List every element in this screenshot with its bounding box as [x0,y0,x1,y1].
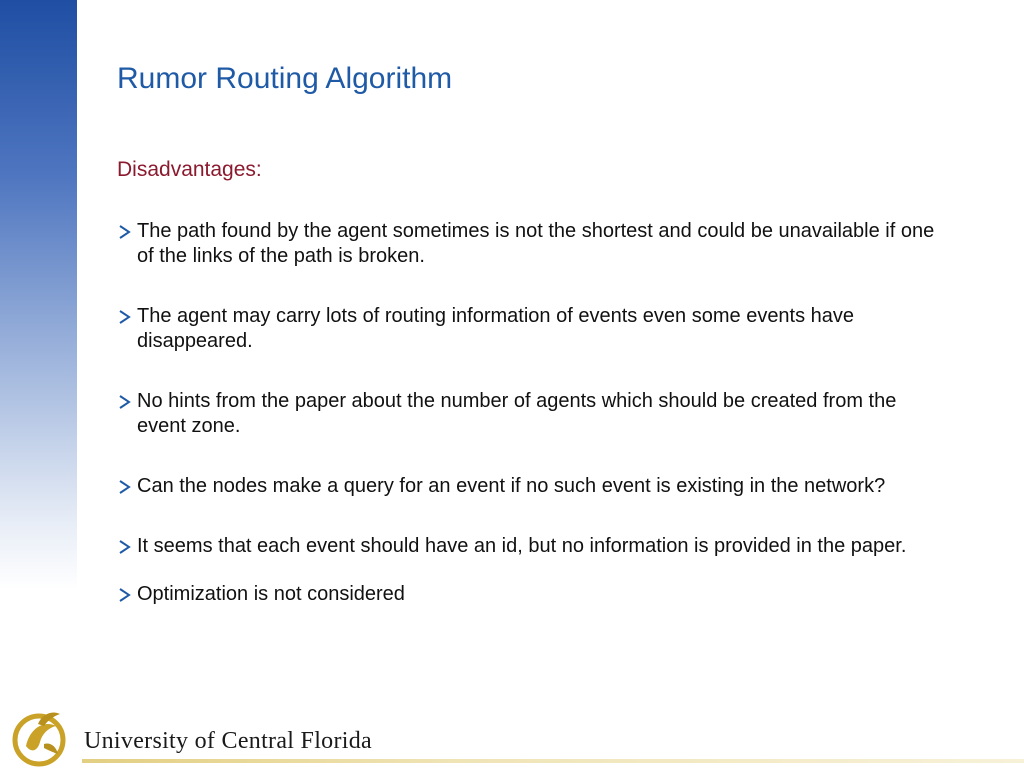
bullet-text: The path found by the agent sometimes is not the shortest and could be unavailable if one of the links of the path is broken. [137,220,935,267]
arrow-bullet-icon [117,587,133,603]
arrow-bullet-icon [117,309,133,325]
side-gradient-band [0,0,77,590]
bullet-item [117,219,947,269]
bullet-text: No hints from the paper about the number of agents which should be created from the event zone. [137,390,897,437]
bullet-item [117,474,947,499]
bullet-text: Optimization is not considered [137,583,405,605]
bullet-item [117,389,947,439]
arrow-bullet-icon [117,479,133,495]
university-name: University of Central Florida [84,728,372,754]
bullet-list [117,219,947,607]
footer-gold-rule [82,759,1024,763]
arrow-bullet-icon [117,394,133,410]
arrow-bullet-icon [117,224,133,240]
disadvantages-heading: Disadvantages: [117,158,262,181]
footer [0,704,1024,768]
bullet-item [117,534,947,559]
bullet-text: Can the nodes make a query for an event if no such event is existing in the network? [137,475,886,497]
arrow-bullet-icon [117,539,133,555]
bullet-text: It seems that each event should have an id, but no information is provided in the paper. [137,535,907,557]
bullet-item [117,304,947,354]
bullet-text: The agent may carry lots of routing information of events even some events have disappeared. [137,305,855,352]
bullet-item [117,582,947,607]
pegasus-logo-icon [8,706,70,768]
slide-title: Rumor Routing Algorithm [117,62,453,95]
